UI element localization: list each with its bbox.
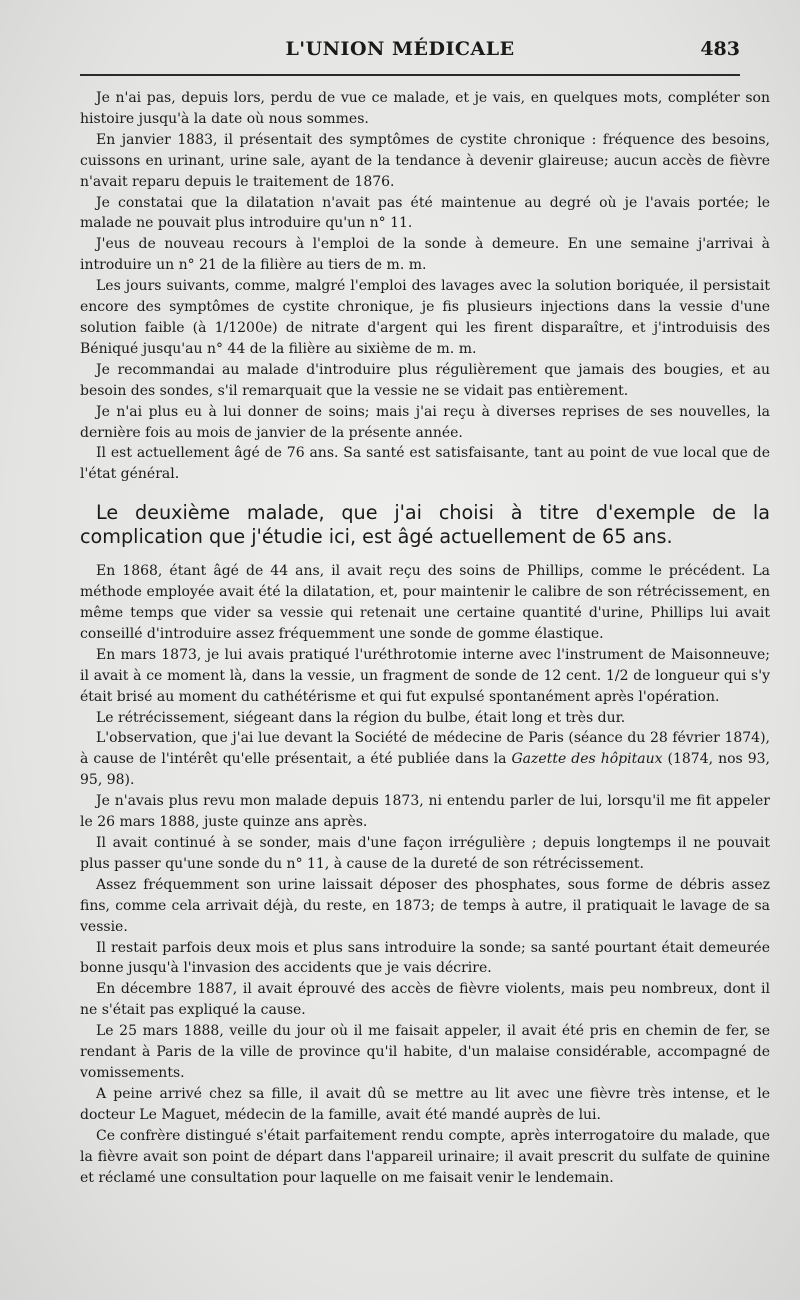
lead-paragraph: Le deuxième malade, que j'ai choisi à titre d'exemple de la complication que j'étudie ici, est âgé actuellement de 65 ans. bbox=[80, 501, 770, 549]
paragraph: Je constatai que la dilatation n'avait pas été maintenue au degré où je l'avais portée; le malade ne pouvait plus introduire qu'un n° 11. bbox=[80, 194, 770, 232]
paragraph: En 1868, étant âgé de 44 ans, il avait reçu des soins de Phillips, comme le précédent. La méthode employée avait été la dilatation, et, pour maintenir le calibre de son rétrécissement, en même temps que vider sa vessie qui retenait une certaine quantité d'urine, Phillips lui avait conseillé d'introduire assez fréquemment une sonde de gomme élastique. bbox=[80, 563, 770, 642]
paragraph: En mars 1873, je lui avais pratiqué l'uréthrotomie interne avec l'instrument de Maisonneuve; il avait à ce moment là, dans la vessie, un fragment de sonde de 12 cent. 1/2 de longueur qui s'y était brisé au moment du cathétérisme et qui fut expulsé spontanément après l'opération. bbox=[80, 646, 770, 705]
paragraph: Je n'avais plus revu mon malade depuis 1873, ni entendu parler de lui, lorsqu'il me fit appeler le 26 mars 1888, juste quinze ans après. bbox=[80, 793, 770, 831]
journal-title: Gazette des hôpitaux bbox=[511, 751, 663, 768]
paragraph: Le 25 mars 1888, veille du jour où il me faisait appeler, il avait été pris en chemin de fer, se rendant à Paris de la ville de province qu'il habite, d'un malaise considérable, accompagné de vomissements. bbox=[80, 1023, 770, 1081]
paragraph: Il avait continué à se sonder, mais d'une façon irrégulière ; depuis longtemps il ne pouvait plus passer qu'une sonde du n° 11, à cause de la dureté de son rétrécissement. bbox=[80, 835, 770, 872]
paragraph: En janvier 1883, il présentait des symptômes de cystite chronique : fréquence des besoins, cuissons en urinant, urine sale, ayant de la tendance à devenir glaireuse; aucun accès de fièvre n'avait reparu depuis le traitement de 1876. bbox=[80, 131, 770, 190]
article-body bbox=[80, 88, 770, 1188]
paragraph: En décembre 1887, il avait éprouvé des accès de fièvre violents, mais peu nombreux, dont il ne s'était pas expliqué la cause. bbox=[80, 981, 770, 1019]
citation-text-after: (1874, nos 93, 95, 98). bbox=[80, 751, 770, 789]
page-number: 483 bbox=[700, 38, 740, 60]
paragraph: Il est actuellement âgé de 76 ans. Sa santé est satisfaisante, tant au point de vue local que de l'état général. bbox=[80, 445, 770, 483]
paragraph: Les jours suivants, comme, malgré l'emploi des lavages avec la solution boriquée, il persistait encore des symptômes de cystite chronique, je fis plusieurs injections dans la vessie d'une solution faible (à 1/1200e) de nitrate d'argent qui les firent disparaître, et j'introduisis des Béniqué jusqu'au n° 44 de la filière au sixième de m. m. bbox=[80, 278, 770, 357]
paragraph: Il restait parfois deux mois et plus sans introduire la sonde; sa santé pourtant était demeurée bonne jusqu'à l'invasion des accidents que je vais décrire. bbox=[80, 939, 770, 977]
paragraph: Je recommandai au malade d'introduire plus régulièrement que jamais des bougies, et au besoin des sondes, s'il remarquait que la vessie ne se vidait pas entièrement. bbox=[80, 361, 770, 399]
running-title: L'UNION MÉDICALE bbox=[285, 38, 515, 60]
paragraph: Le rétrécissement, siégeant dans la région du bulbe, était long et très dur. bbox=[96, 709, 626, 726]
paragraph: Je n'ai pas, depuis lors, perdu de vue ce malade, et je vais, en quelques mots, compléter son histoire jusqu'à la date où nous sommes. bbox=[80, 90, 770, 127]
section-gap bbox=[80, 485, 770, 501]
paragraph: Ce confrère distingué s'était parfaitement rendu compte, après interrogatoire du malade, que la fièvre avait son point de départ dans l'appareil urinaire; il avait prescrit du sulfate de quinine et réclamé une consultation pour laquelle on me faisait venir le lendemain. bbox=[80, 1127, 770, 1186]
paragraph: J'eus de nouveau recours à l'emploi de la sonde à demeure. En une semaine j'arrivai à introduire un n° 21 de la filière au tiers de m. m. bbox=[80, 236, 770, 274]
paragraph: Je n'ai plus eu à lui donner de soins; mais j'ai reçu à diverses reprises de ses nouvelles, la dernière fois au mois de janvier de la présente année. bbox=[80, 403, 770, 441]
paragraph: Assez fréquemment son urine laissait déposer des phosphates, sous forme de débris assez fins, comme cela arrivait déjà, du reste, en 1873; de temps à autre, il pratiquait le lavage de sa vessie. bbox=[80, 876, 770, 935]
paragraph-with-citation bbox=[80, 728, 770, 791]
citation-text-before: L'observation, que j'ai lue devant la Société de médecine de Paris (séance du 28 février 1874), à cause de l'intérêt qu'elle présentait, a été publiée dans la bbox=[80, 730, 770, 768]
header-rule bbox=[80, 74, 740, 76]
page-header bbox=[0, 38, 800, 68]
paragraph: A peine arrivé chez sa fille, il avait dû se mettre au lit avec une fièvre très intense, et le docteur Le Maguet, médecin de la famille, avait été mandé auprès de lui. bbox=[80, 1085, 770, 1123]
